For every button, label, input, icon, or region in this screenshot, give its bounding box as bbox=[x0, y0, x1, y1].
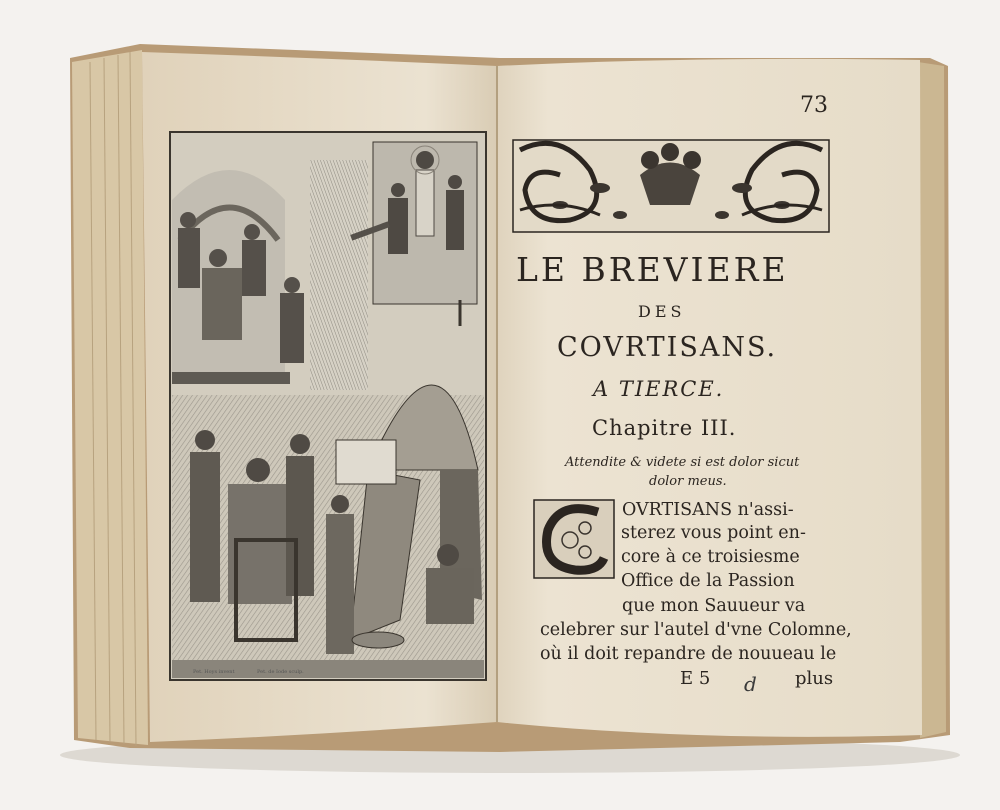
section-heading: A TIERCE. bbox=[593, 377, 725, 401]
body-line: Office de la Passion bbox=[621, 571, 795, 591]
page-number: 73 bbox=[800, 93, 828, 118]
signature-mark: E 5 bbox=[680, 668, 711, 689]
motto-line-2: dolor meus. bbox=[649, 474, 727, 489]
motto-line-1: Attendite & videte si est dolor sicut bbox=[565, 455, 800, 470]
handwritten-mark: d bbox=[744, 672, 757, 696]
engraving-caption-right: Pet. de Iode sculp. bbox=[257, 669, 304, 675]
title-line-1: LE BREVIERE bbox=[516, 250, 789, 289]
chapter-heading: Chapitre III. bbox=[592, 416, 737, 440]
drop-cap-frame bbox=[534, 500, 614, 578]
body-line: core à ce troisiesme bbox=[621, 547, 800, 567]
body-line: celebrer sur l'autel d'vne Colomne, bbox=[540, 620, 852, 640]
engraving-caption-left: Pet. Hoys invent bbox=[193, 669, 235, 675]
title-line-3: COVRTISANS. bbox=[557, 332, 778, 363]
left-page-edges bbox=[72, 50, 148, 745]
title-line-2: DES bbox=[638, 302, 686, 321]
body-line: où il doit repandre de nouueau le bbox=[540, 644, 837, 664]
headpiece-ornament bbox=[513, 140, 829, 232]
right-page-edges bbox=[918, 62, 946, 738]
body-line: que mon Sauueur va bbox=[622, 596, 806, 616]
engraving-illustration bbox=[170, 132, 486, 680]
body-line: sterez vous point en- bbox=[621, 523, 806, 543]
body-line: OVRTISANS n'assi- bbox=[622, 500, 794, 520]
catchword: plus bbox=[795, 668, 834, 689]
